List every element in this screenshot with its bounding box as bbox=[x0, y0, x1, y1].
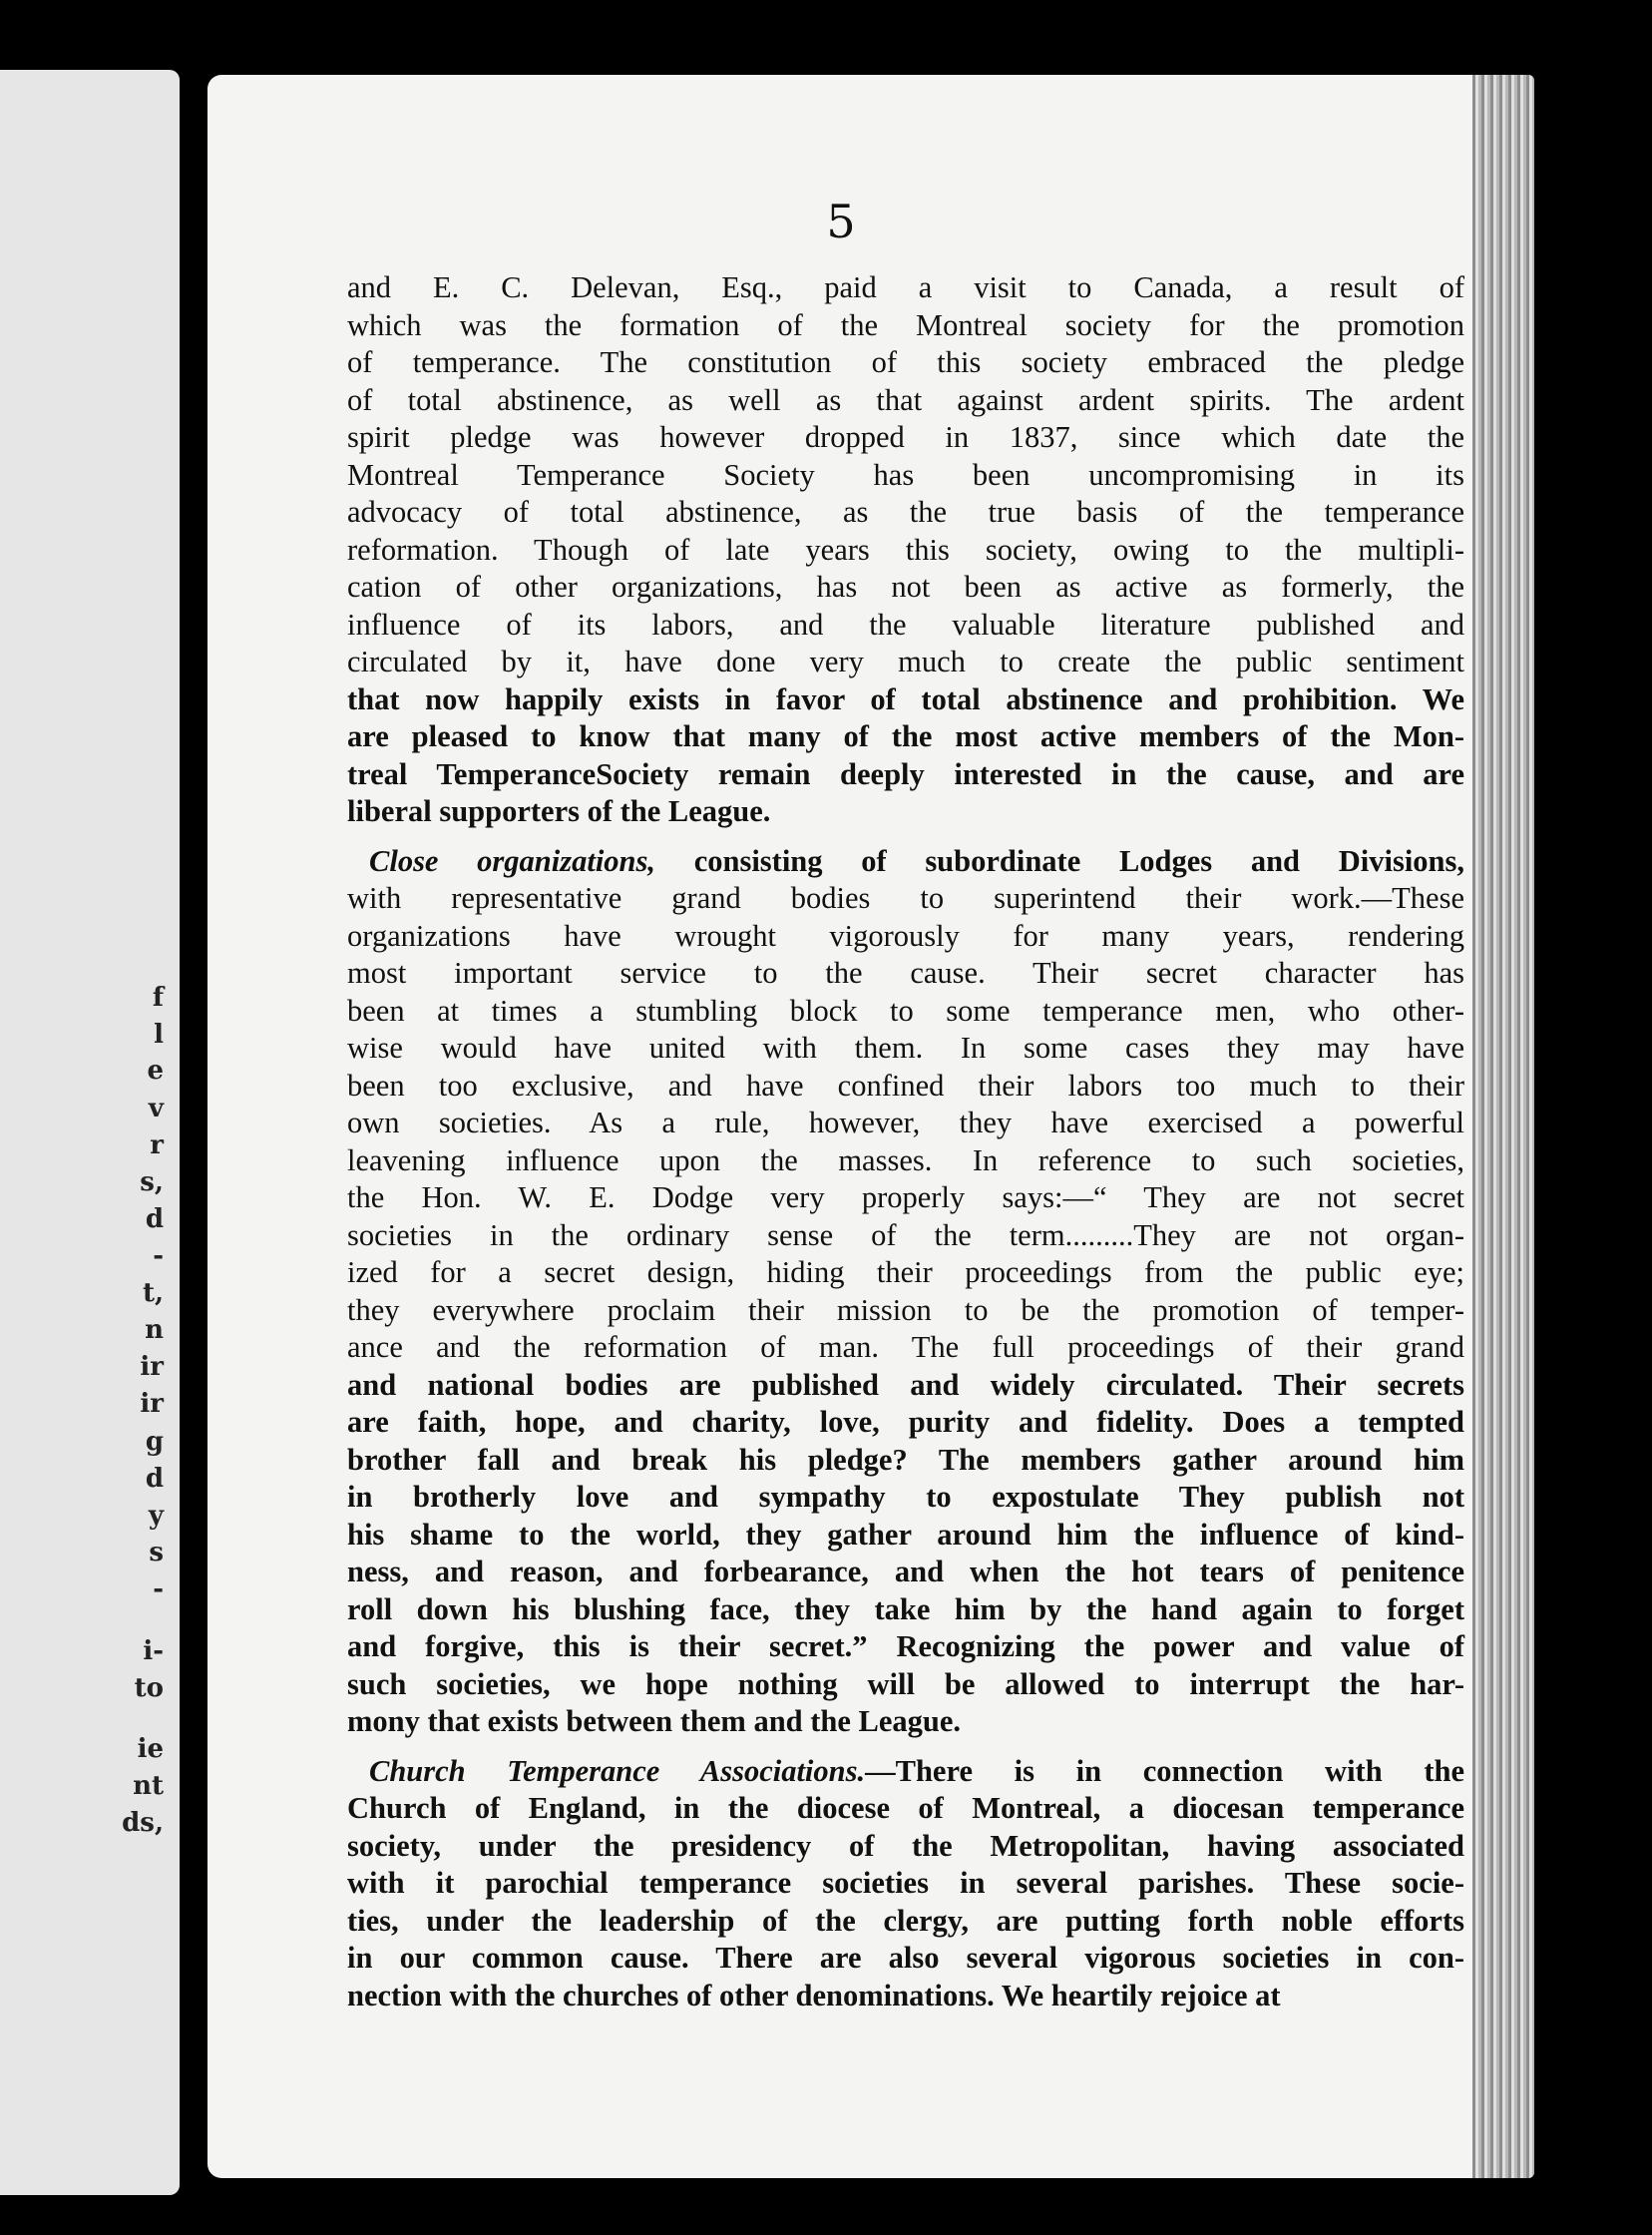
facing-page-text-fragment: to bbox=[134, 1673, 164, 1703]
line-text: organizations have wrought vigorously for many years, rendering bbox=[347, 918, 1464, 953]
text-line bbox=[347, 955, 1464, 993]
section-lead: Church Temperance Associations. bbox=[369, 1753, 866, 1788]
text-line bbox=[347, 644, 1464, 681]
paragraph-gap bbox=[347, 831, 1464, 843]
facing-page-text-fragment: g bbox=[145, 1427, 164, 1457]
text-line bbox=[347, 569, 1464, 607]
line-text: been too exclusive, and have confined their labors too much to their bbox=[347, 1068, 1464, 1103]
text-line bbox=[347, 1828, 1464, 1866]
line-text: which was the formation of the Montreal society for the promotion bbox=[347, 307, 1464, 342]
line-text: that now happily exists in favor of total abstinence and prohibition. We bbox=[347, 681, 1464, 716]
line-text: society, under the presidency of the Metropolitan, having associated bbox=[347, 1828, 1464, 1863]
facing-page-text-fragment: ir bbox=[140, 1389, 164, 1419]
line-text: societies in the ordinary sense of the term.........They are not organ- bbox=[347, 1217, 1464, 1252]
line-text: wise would have united with them. In some cases they may have bbox=[347, 1031, 1464, 1065]
facing-page-text-fragment: d bbox=[145, 1204, 164, 1234]
text-line bbox=[347, 843, 1464, 881]
line-text: ties, under the leadership of the clergy, are putting forth noble efforts bbox=[347, 1903, 1464, 1938]
line-text: with representative grand bodies to superintend their work.—These bbox=[347, 881, 1464, 915]
line-text: in our common cause. There are also several vigorous societies in con- bbox=[347, 1941, 1464, 1975]
text-line bbox=[347, 1292, 1464, 1330]
text-line bbox=[347, 681, 1464, 719]
line-text: roll down his blushing face, they take him by the hand again to forget bbox=[347, 1591, 1464, 1626]
text-line bbox=[347, 1517, 1464, 1555]
facing-page-text-fragment: r bbox=[150, 1130, 164, 1160]
line-text: spirit pledge was however dropped in 1837, since which date the bbox=[347, 420, 1464, 454]
text-line bbox=[347, 1404, 1464, 1442]
text-line bbox=[347, 880, 1464, 918]
line-text: influence of its labors, and the valuable literature published and bbox=[347, 607, 1464, 642]
facing-page-text-fragment: e bbox=[147, 1056, 164, 1086]
line-text: and forgive, this is their secret.” Recognizing the power and value of bbox=[347, 1629, 1464, 1663]
text-line bbox=[347, 1865, 1464, 1903]
line-text: reformation. Though of late years this society, owing to the multipli- bbox=[347, 532, 1464, 567]
text-line bbox=[347, 1179, 1464, 1217]
text-line bbox=[347, 1591, 1464, 1629]
paragraph bbox=[347, 1753, 1464, 2015]
line-text: consisting of subordinate Lodges and Divisions, bbox=[655, 843, 1464, 878]
line-text: treal TemperanceSociety remain deeply interested in the cause, and are bbox=[347, 756, 1464, 791]
line-text: of temperance. The constitution of this society embraced the pledge bbox=[347, 345, 1464, 379]
text-line bbox=[347, 1442, 1464, 1480]
facing-page-text-fragment: y bbox=[148, 1501, 164, 1531]
facing-page-text-fragment: t, bbox=[142, 1278, 164, 1308]
facing-page-text-fragment: s, bbox=[140, 1167, 164, 1197]
facing-page-text-fragment: ie bbox=[137, 1734, 164, 1764]
line-text: are faith, hope, and charity, love, purity and fidelity. Does a tempted bbox=[347, 1405, 1464, 1439]
line-text: ance and the reformation of man. The full proceedings of their grand bbox=[347, 1330, 1464, 1364]
line-text: nection with the churches of other denominations. We heartily rejoice at bbox=[347, 1978, 1281, 2012]
facing-page-text-fragment: n bbox=[145, 1315, 164, 1345]
page-number: 5 bbox=[826, 195, 856, 248]
line-text: —There is in connection with the bbox=[865, 1753, 1464, 1788]
text-line bbox=[347, 494, 1464, 532]
text-line bbox=[347, 1329, 1464, 1367]
text-line bbox=[347, 607, 1464, 645]
body-text bbox=[347, 269, 1464, 2014]
line-text: they everywhere proclaim their mission to be the promotion of temper- bbox=[347, 1292, 1464, 1327]
text-line bbox=[347, 457, 1464, 495]
text-line bbox=[347, 1479, 1464, 1517]
text-line bbox=[347, 1666, 1464, 1704]
line-text: ness, and reason, and forbearance, and when the hot tears of penitence bbox=[347, 1555, 1464, 1588]
text-line bbox=[347, 1367, 1464, 1405]
line-text: such societies, we hope nothing will be allowed to interrupt the har- bbox=[347, 1666, 1464, 1701]
line-text: in brotherly love and sympathy to expostulate They publish not bbox=[347, 1480, 1464, 1514]
facing-page-text-fragment: f bbox=[152, 983, 164, 1013]
text-line bbox=[347, 307, 1464, 345]
line-text: circulated by it, have done very much to create the public sentiment bbox=[347, 645, 1464, 678]
line-text: and national bodies are published and widely circulated. Their secrets bbox=[347, 1367, 1464, 1402]
text-line bbox=[347, 1105, 1464, 1142]
line-text: cation of other organizations, has not been as active as formerly, the bbox=[347, 570, 1464, 604]
text-line bbox=[347, 1790, 1464, 1828]
paragraph bbox=[347, 843, 1464, 1741]
line-text: and E. C. Delevan, Esq., paid a visit to Canada, a result of bbox=[347, 270, 1464, 304]
text-line bbox=[347, 532, 1464, 570]
text-line bbox=[347, 1753, 1464, 1791]
line-text: leavening influence upon the masses. In reference to such societies, bbox=[347, 1142, 1464, 1177]
text-line bbox=[347, 1628, 1464, 1666]
text-line bbox=[347, 993, 1464, 1031]
facing-page-text-fragment: ir bbox=[140, 1352, 164, 1382]
text-line bbox=[347, 1254, 1464, 1292]
text-line bbox=[347, 718, 1464, 756]
text-line bbox=[347, 1030, 1464, 1068]
facing-page-text-fragment: nt bbox=[133, 1771, 164, 1801]
page-edge-shading bbox=[1472, 75, 1534, 2178]
book-page bbox=[207, 75, 1534, 2178]
paragraph-gap bbox=[347, 1741, 1464, 1753]
text-line bbox=[347, 1217, 1464, 1255]
line-text: liberal supporters of the League. bbox=[347, 794, 771, 828]
line-text: of total abstinence, as well as that against ardent spirits. The ardent bbox=[347, 382, 1464, 417]
facing-page-text-fragment: - bbox=[153, 1241, 164, 1271]
text-line bbox=[347, 1978, 1464, 2015]
paragraph bbox=[347, 269, 1464, 831]
text-line bbox=[347, 1068, 1464, 1106]
line-text: with it parochial temperance societies in several parishes. These socie- bbox=[347, 1866, 1464, 1900]
line-text: Church of England, in the diocese of Montreal, a diocesan temperance bbox=[347, 1791, 1464, 1825]
facing-page-text-fragment: - bbox=[153, 1574, 164, 1604]
line-text: own societies. As a rule, however, they have exercised a powerful bbox=[347, 1106, 1464, 1139]
facing-page-text-fragment: s bbox=[149, 1538, 164, 1567]
line-text: are pleased to know that many of the most active members of the Mon- bbox=[347, 719, 1464, 753]
text-line bbox=[347, 1940, 1464, 1978]
facing-page-text-fragment: ds, bbox=[122, 1808, 164, 1838]
text-line bbox=[347, 344, 1464, 382]
text-line bbox=[347, 269, 1464, 307]
text-line bbox=[347, 1703, 1464, 1741]
text-line bbox=[347, 1903, 1464, 1941]
line-text: ized for a secret design, hiding their proceedings from the public eye; bbox=[347, 1255, 1464, 1289]
line-text: advocacy of total abstinence, as the true basis of the temperance bbox=[347, 495, 1464, 529]
text-line bbox=[347, 793, 1464, 831]
facing-page-fragment bbox=[0, 70, 180, 2195]
facing-page-text-fragment: d bbox=[145, 1464, 164, 1494]
text-line bbox=[347, 918, 1464, 956]
line-text: Montreal Temperance Society has been uncompromising in its bbox=[347, 457, 1464, 492]
section-lead: Close organizations, bbox=[369, 843, 656, 878]
text-line bbox=[347, 1554, 1464, 1591]
text-line bbox=[347, 382, 1464, 420]
facing-page-text-fragment: v bbox=[148, 1094, 164, 1123]
text-line bbox=[347, 1142, 1464, 1180]
text-line bbox=[347, 756, 1464, 794]
line-text: mony that exists between them and the League. bbox=[347, 1704, 962, 1738]
line-text: been at times a stumbling block to some temperance men, who other- bbox=[347, 993, 1464, 1028]
line-text: his shame to the world, they gather around him the influence of kind- bbox=[347, 1517, 1464, 1552]
text-line bbox=[347, 419, 1464, 457]
line-text: the Hon. W. E. Dodge very properly says:—“ They are not secret bbox=[347, 1180, 1464, 1214]
line-text: most important service to the cause. Their secret character has bbox=[347, 956, 1464, 990]
facing-page-text-fragment: l bbox=[154, 1020, 164, 1050]
line-text: brother fall and break his pledge? The members gather around him bbox=[347, 1442, 1464, 1477]
facing-page-text-fragment: i- bbox=[143, 1636, 164, 1666]
